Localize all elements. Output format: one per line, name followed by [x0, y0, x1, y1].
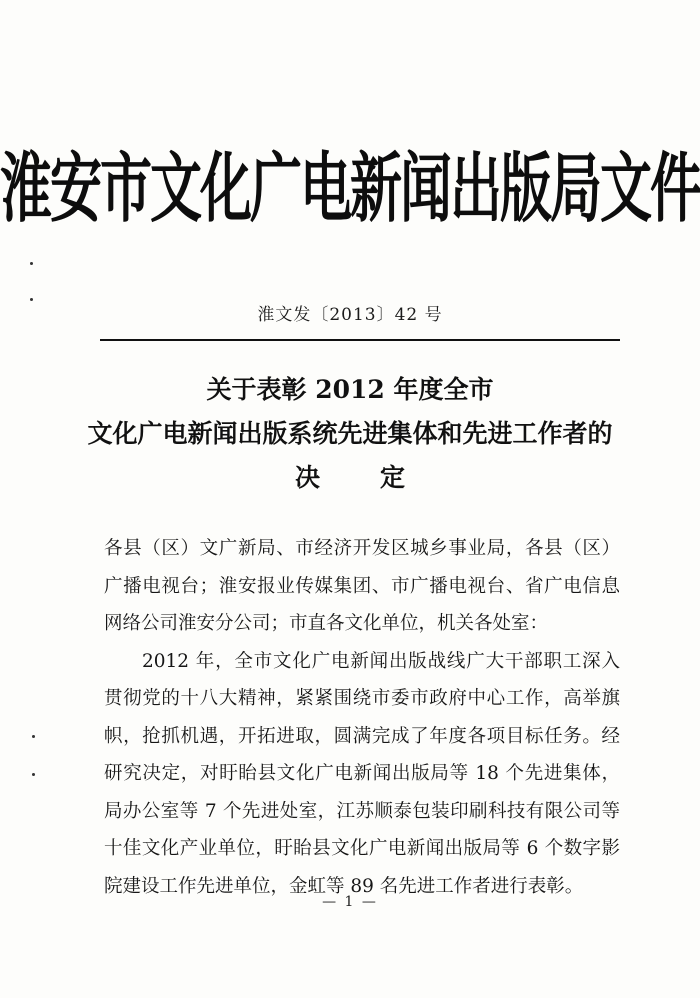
page-number: — 1 — — [322, 894, 378, 910]
document-title — [0, 368, 700, 500]
scan-speck — [32, 735, 35, 738]
recipients-paragraph: 各县（区）文广新局、市经济开发区城乡事业局，各县（区）广播电视台；淮安报业传媒集团、市广播电视台、省广电信息网络公司淮安分公司；市直各文化单位，机关各处室： — [104, 538, 620, 634]
issuing-authority-title: 淮安市文化广电新闻出版局文件 — [0, 146, 700, 234]
title-line-2: 文化广电新闻出版系统先进集体和先进工作者的 — [87, 419, 613, 448]
scan-speck — [32, 773, 35, 776]
document-header — [0, 140, 700, 240]
header-divider — [100, 339, 620, 341]
document-body — [104, 530, 620, 905]
title-line-3: 决定 — [294, 463, 465, 492]
body-paragraph-1: 2012 年，全市文化广电新闻出版战线广大干部职工深入贯彻党的十八大精神，紧紧围绕市委市政府中心工作，高举旗帜，抢抓机遇，开拓进取，圆满完成了年度各项目标任务。经研究决定，对盱眙县文化广电新闻出版局等 18 个先进集体，局办公室等 7 个先进处室，江苏顺泰包装印刷科技有限公司等十佳文化产业单位，盱眙县文化广电新闻出版局等 6 个数字影院建设工作先进单位，金虹等 89 名先进工作者进行表彰。 — [104, 650, 620, 897]
title-line-1: 关于表彰 2012 年度全市 — [206, 375, 494, 404]
document-number: 淮文发〔2013〕42 号 — [257, 305, 443, 325]
